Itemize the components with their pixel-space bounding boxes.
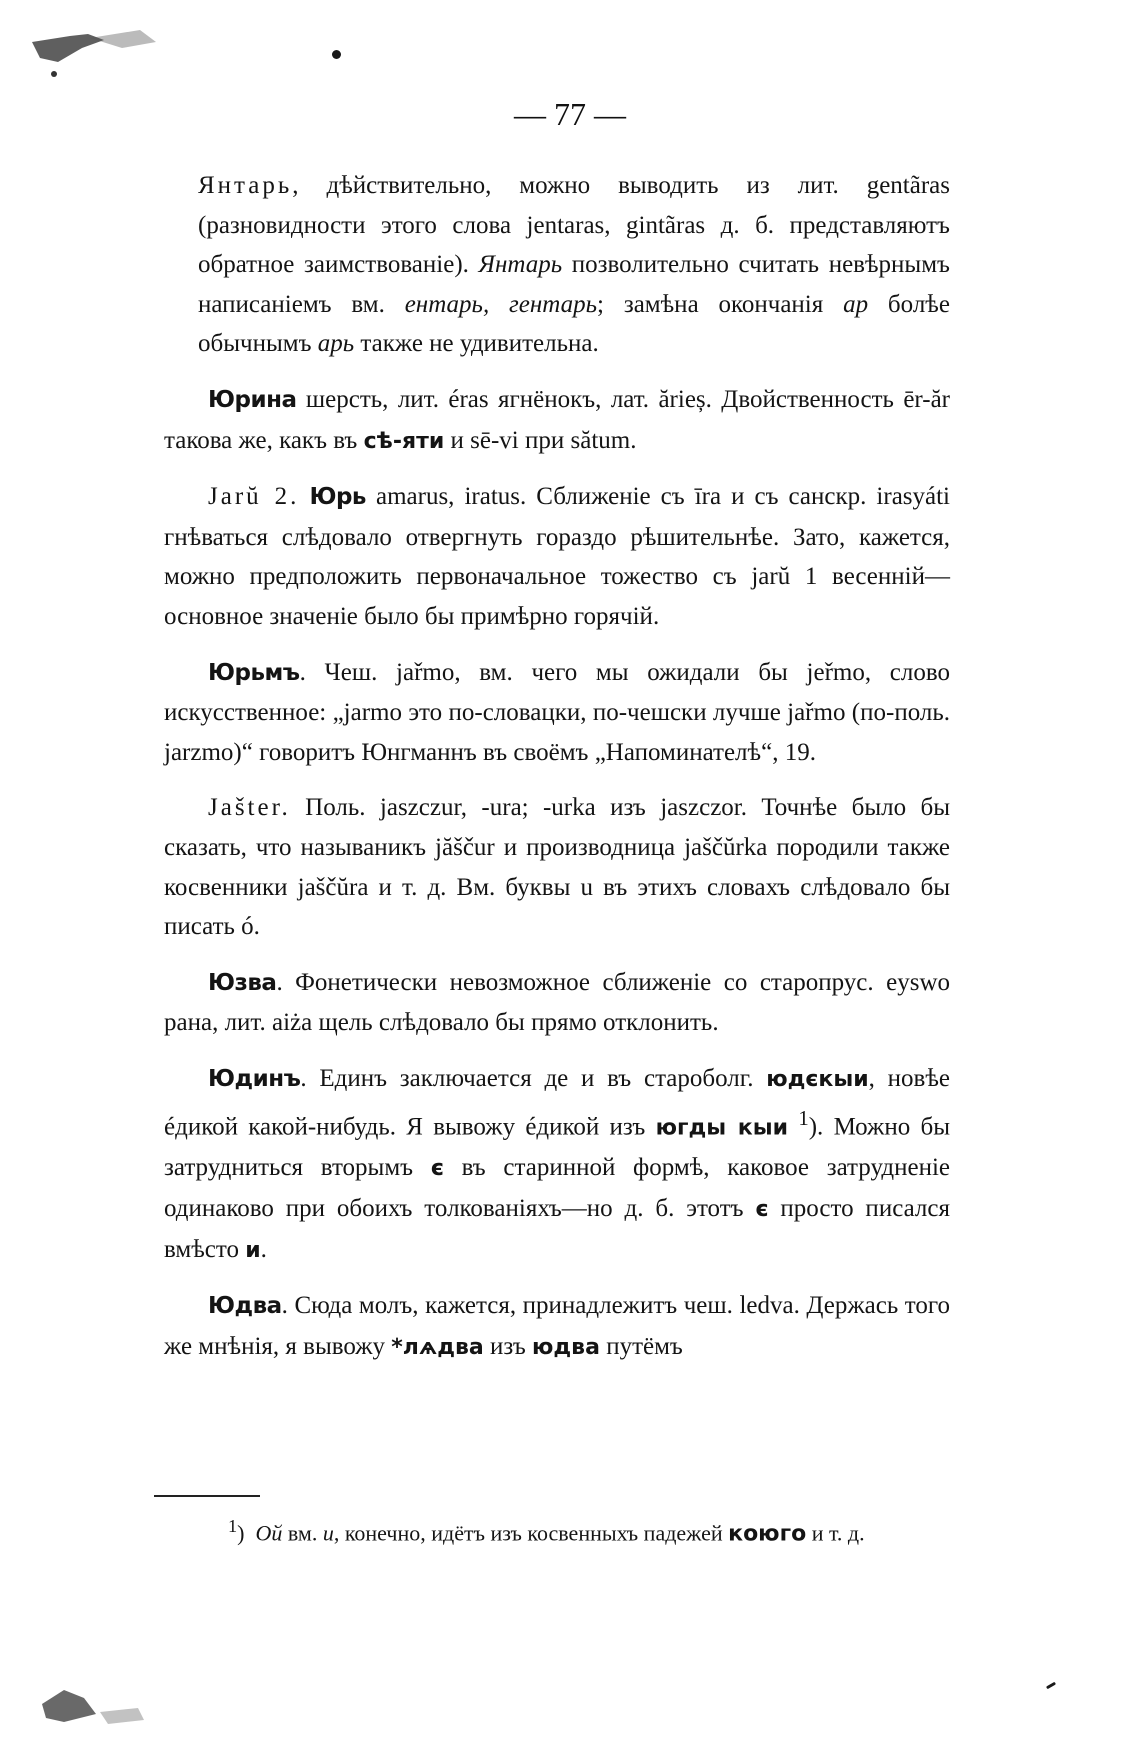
headword: Юзва (208, 969, 277, 996)
scan-corner-mark-bottom (34, 1664, 154, 1734)
entry-text: , новѣе éдикой какой-нибудь. Я вывожу éдикой изъ (164, 1064, 950, 1141)
headword: Юрь (309, 484, 366, 511)
entry-text: въ старинной формѣ, каковое затрудненіе одинаково при обоихъ толкованіяхъ—но д. б. этотъ (164, 1154, 950, 1222)
headword: Юдва (208, 1293, 282, 1320)
headword-latin: Jarŭ 2. (208, 483, 300, 511)
footnote-mark: 1 (228, 1516, 238, 1536)
italic-word: ар (843, 290, 869, 318)
bold-word: є (755, 1196, 769, 1222)
footnote-text: и т. д. (806, 1520, 865, 1546)
entry-text: изъ (483, 1332, 533, 1360)
entry-paragraph (164, 380, 950, 461)
entry-text: Поль. jaszczur, -ura; -urka изъ jaszczor. Точнѣе было бы сказать, что называникъ jăščur и производница jaščŭrka породили также косвенники jaščŭra и т. д. Вм. буквы u въ этихъ словахъ слѣдовало бы писать ó. (164, 794, 950, 941)
entry-text: . Чеш. jařmo, вм. чего мы ожидали бы jeřmo, слово искусственное: „jarmo это по-словацки, по-чешски лучше jařmo (по-поль. jarzmo)“ говоритъ Юнгманнъ въ своёмъ „Напоминателѣ“, 19. (164, 658, 950, 766)
bold-word: є (430, 1156, 444, 1182)
italic-word: ентарь, гентарь (404, 290, 598, 318)
entry-text: шерсть, лит. éras ягнёнокъ, лат. ărieș. Двойственность ēr-ăr такова же, какъ въ (164, 385, 950, 454)
entry-paragraph (164, 1286, 950, 1367)
entry-text: просто писался вмѣсто (164, 1194, 950, 1263)
ink-dot (332, 50, 341, 59)
bold-word: *лѧдва (391, 1334, 484, 1360)
bold-word: коюго (728, 1521, 807, 1547)
footnote-divider (154, 1495, 260, 1497)
entry-text: ; замѣна окончанія (597, 290, 844, 318)
entry-text: путёмъ (599, 1332, 683, 1360)
footnote-text: вм. (282, 1520, 323, 1546)
entry-text: . Сюда молъ, кажется, принадлежитъ чеш. ledva. Держась того же мнѣнія, я вывожу (164, 1292, 950, 1360)
bold-word: и (245, 1237, 261, 1263)
bold-word: юдєкыи (766, 1066, 869, 1092)
bold-word: юдва (532, 1334, 600, 1360)
ink-speck (1046, 1682, 1056, 1690)
entry-text: , дѣйствительно, можно выводить из лит. gentãras (разновидности этого слова jentaras, gintãras д. б. представляютъ обратное заимствованіе). (198, 172, 950, 279)
footnote-text: , конечно, идётъ изъ косвенныхъ падежей (333, 1520, 729, 1546)
entry-paragraph (164, 963, 950, 1043)
italic-word: Ой (255, 1520, 283, 1546)
entry-text: . (260, 1235, 267, 1263)
entry-paragraph (164, 166, 950, 364)
entry-text: . Фонетически невозможное сближеніе со старопрус. eyswo рана, лит. aiża щель слѣдовало бы прямо отклонить. (164, 968, 950, 1037)
italic-word: Янтарь (478, 251, 563, 279)
page-number: — 77 — (514, 96, 626, 132)
body-text (164, 166, 950, 1383)
headword: Янтарь (198, 172, 293, 199)
bold-word: сѣ-яти (363, 428, 445, 454)
entry-text: amarus, iratus. Сближеніе съ īra и съ санскр. irasyáti гнѣваться слѣдовало отвергнуть гораздо рѣшительнѣе. Зато, кажется, можно предположить первоначальное тожество съ jarŭ 1 весенній—основное значеніе было бы примѣрно горячій. (164, 483, 951, 630)
headword: Юдинъ (208, 1065, 301, 1092)
headword: Юрьмъ (208, 659, 300, 686)
entry-paragraph (164, 1059, 950, 1270)
entry-paragraph (164, 788, 950, 946)
footnote: $^1$) Ой вм. и, конечно, идётъ изъ косвенныхъ падежей коюго и т. д. (228, 1516, 865, 1547)
entry-text: также не удивительна. (354, 330, 599, 358)
scan-corner-mark-top (30, 18, 180, 88)
entry-text: позволительно считать невѣрнымъ написаніемъ вм. (198, 251, 950, 318)
italic-word: арь (317, 330, 355, 358)
italic-word: и (322, 1520, 334, 1546)
entry-text: болѣе обычнымъ (198, 290, 950, 358)
headword-latin: Jašter. (208, 794, 291, 822)
entry-text: и sē-vi при sătum. (444, 426, 637, 454)
bold-word: югды кыи (655, 1115, 789, 1141)
entry-text: . Единъ заключается де и въ староболг. (300, 1064, 767, 1092)
entry-paragraph (164, 653, 950, 773)
footnote-reference: 1 (798, 1106, 809, 1131)
entry-paragraph (164, 477, 950, 636)
headword: Юрина (208, 386, 297, 413)
entry-text: ). Можно бы затрудниться вторымъ (164, 1113, 950, 1182)
